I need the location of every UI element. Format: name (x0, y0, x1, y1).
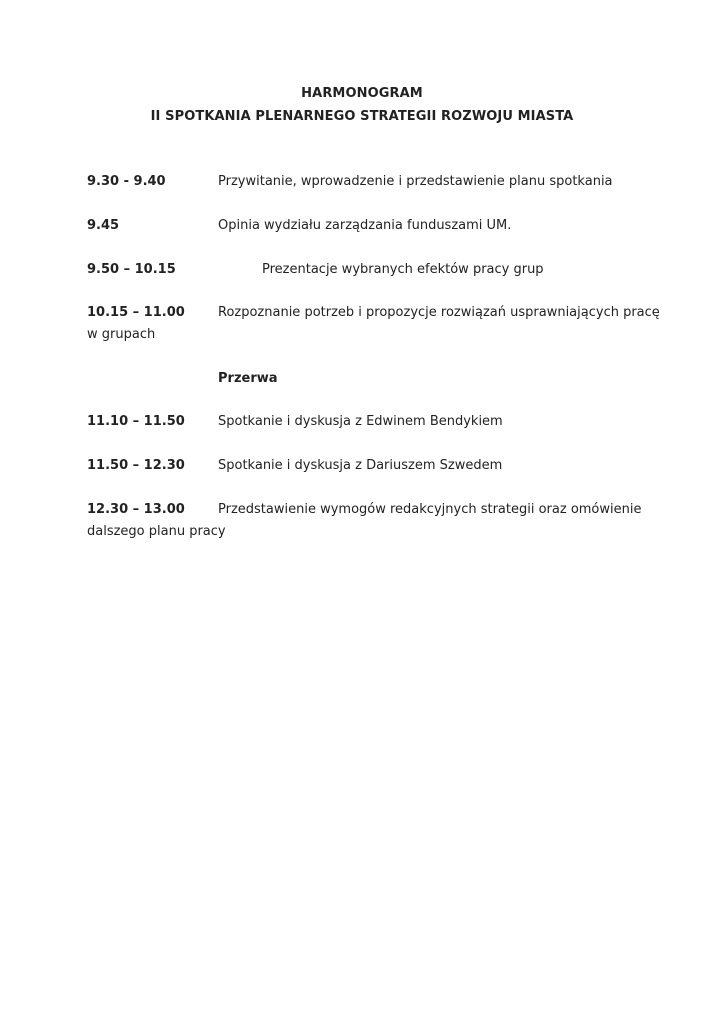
schedule-row (87, 305, 660, 347)
schedule-row (87, 502, 647, 544)
schedule-description-continuation: w grupach (87, 327, 156, 342)
schedule-row (87, 218, 647, 238)
schedule-description: Opinia wydziału zarządzania funduszami UM. (218, 218, 512, 233)
schedule-time: 10.15 – 11.00 (87, 305, 185, 320)
schedule-row (87, 262, 647, 282)
schedule-description-continuation: dalszego planu pracy (87, 524, 226, 539)
schedule-description: Rozpoznanie potrzeb i propozycje rozwiązań usprawniających pracę (218, 305, 660, 320)
schedule-row (87, 174, 647, 194)
schedule-description: Przywitanie, wprowadzenie i przedstawienie planu spotkania (218, 174, 613, 189)
schedule-description: Spotkanie i dyskusja z Dariuszem Szwedem (218, 458, 503, 473)
schedule-row (87, 458, 647, 478)
schedule-time: 9.45 (87, 218, 120, 233)
schedule-description: Prezentacje wybranych efektów pracy grup (262, 262, 544, 277)
schedule-description: Przedstawienie wymogów redakcyjnych strategii oraz omówienie (218, 502, 642, 517)
document-subtitle: II SPOTKANIA PLENARNEGO STRATEGII ROZWOJU MIASTA (150, 109, 574, 124)
schedule-time: 11.50 – 12.30 (87, 458, 185, 473)
schedule-time: 11.10 – 11.50 (87, 414, 185, 429)
document-title: HARMONOGRAM (301, 86, 423, 101)
schedule-time: 9.30 - 9.40 (87, 174, 166, 189)
schedule-time: 9.50 – 10.15 (87, 262, 176, 277)
schedule-row-break (87, 371, 647, 391)
schedule-time: 12.30 – 13.00 (87, 502, 185, 517)
break-label: Przerwa (218, 371, 278, 386)
schedule-row (87, 414, 647, 434)
schedule-description: Spotkanie i dyskusja z Edwinem Bendykiem (218, 414, 503, 429)
